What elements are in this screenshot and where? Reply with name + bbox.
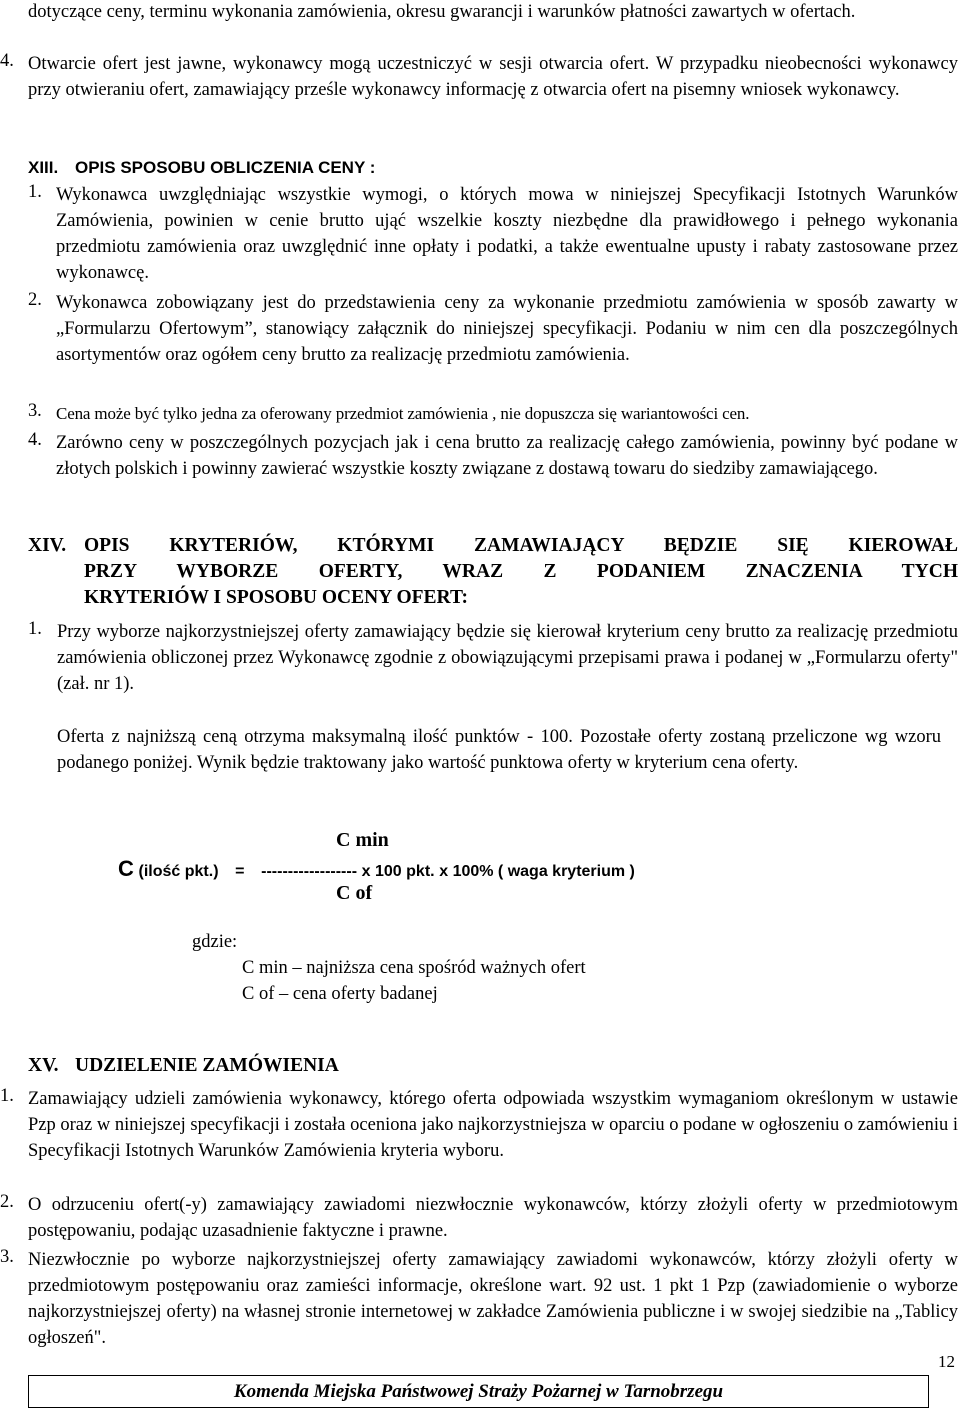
- xiii-item-2: [28, 290, 958, 394]
- formula-where-label: gdzie:: [192, 932, 238, 952]
- list-text: Wykonawca uwzględniając wszystkie wymogi, o których mowa w niniejszej Specyfikacji Istotnych Warunków Zamówienia, powinien w cenie brutto ująć wszelkie koszty niezbędne dla prawidłowego i pełnego wykonania przedmiotu zamówienia oraz uwzględnić inne opłaty i podatki, a także ewentualne upusty i rabaty zastosowane przez wykonawcę.: [56, 185, 958, 283]
- xiii-item-4: [28, 430, 958, 508]
- page-footer: [28, 1375, 929, 1408]
- xv-item-2: [0, 1192, 958, 1244]
- list-number: 4.: [28, 430, 42, 450]
- section-xiv-heading: [28, 533, 958, 613]
- section-title: UDZIELENIE ZAMÓWIENIA: [75, 1055, 339, 1076]
- section-xv-heading: [28, 1053, 958, 1079]
- formula-denominator: C of: [336, 882, 373, 904]
- list-text: Niezwłocznie po wyborze najkorzystniejszej oferty zamawiający zawiadomi wykonawców, którzy złożyli oferty w przedmiotowym postępowaniu oraz zamieści informacje, określone wart. 92 ust. 1 pkt 1 Pzp (zawiadomienie o wyborze najkorzystniejszej oferty) na własnej stronie internetowej w zakładce Zamówienia publiczne i w swojej siedzibie na „Tablicy ogłoszeń".: [28, 1250, 958, 1348]
- xiv-item-1: [28, 619, 958, 697]
- intro-continuation: dotyczące ceny, terminu wykonania zamówienia, okresu gwarancji i warunków płatności zawartych w ofertach.: [28, 2, 856, 22]
- list-text: Cena może być tylko jedna za oferowany przedmiot zamówienia , nie dopuszcza się wariantowości cen.: [56, 404, 750, 423]
- scoring-paragraph: Oferta z najniższą ceną otrzyma maksymalną ilość punktów - 100. Pozostałe oferty zostaną przeliczone wg wzoru podanego poniżej. Wynik będzie traktowany jako wartość punktowa oferty w kryterium cena oferty.: [57, 727, 941, 773]
- section-number: XIII.: [28, 158, 59, 177]
- list-number: 1.: [28, 619, 42, 639]
- page-number: 12: [938, 1352, 955, 1371]
- formula-lhs: (ilość pkt.): [138, 863, 219, 880]
- section-title: OPIS SPOSOBU OBLICZENIA CENY :: [75, 158, 376, 177]
- formula-line: [118, 856, 635, 882]
- list-text: O odrzuceniu ofert(-y) zamawiający zawiadomi niezwłocznie wykonawców, którzy złożyli oferty w przedmiotowym postępowaniu, podając uzasadnienie faktyczne i prawne.: [28, 1195, 958, 1241]
- formula-numerator: C min: [336, 829, 389, 851]
- list-text: Przy wyborze najkorzystniejszej oferty zamawiający będzie się kierował kryterium ceny brutto za realizację przedmiotu zamówienia obliczonej przez Wykonawcę zgodnie z obowiązującymi przepisami prawa i podanej w „Formularzu oferty" (zał. nr 1).: [57, 622, 958, 694]
- list-text: Wykonawca zobowiązany jest do przedstawienia ceny za wykonanie przedmiotu zamówienia w sposób zawarty w „Formularzu Ofertowym”, stanowiący załącznik do niniejszej specyfikacji. Podaniu w nim cen dla poszczególnych asortymentów oraz ogółem ceny brutto za realizację przedmiotu zamówienia.: [56, 293, 958, 365]
- xiii-item-1: [28, 182, 958, 286]
- section-title-line-1: OPIS KRYTERIÓW, KTÓRYMI ZAMAWIAJĄCY BĘDZIE SIĘ KIEROWAŁ: [84, 535, 958, 556]
- list-number: 4.: [0, 51, 14, 71]
- section-title-line-2: PRZY WYBORZE OFERTY, WRAZ Z PODANIEM ZNACZENIA TYCH: [84, 561, 958, 582]
- list-number: 2.: [0, 1192, 14, 1212]
- footer-text: Komenda Miejska Państwowej Straży Pożarnej w Tarnobrzegu: [233, 1380, 724, 1402]
- formula-definition-cof: C of – cena oferty badanej: [242, 984, 438, 1004]
- section-xiii-heading: [28, 155, 958, 181]
- list-number: 1.: [28, 182, 42, 202]
- formula-definition-cmin: C min – najniższa cena spośród ważnych ofert: [242, 958, 586, 978]
- xv-item-3: [0, 1247, 958, 1351]
- list-text: Otwarcie ofert jest jawne, wykonawcy mogą uczestniczyć w sesji otwarcia ofert. W przypadku nieobecności wykonawcy przy otwieraniu ofert, zamawiający prześle wykonawcy informację z otwarcia ofert na pisemny wniosek wykonawcy.: [28, 54, 958, 100]
- formula-weight: x 100% ( waga kryterium ): [439, 863, 635, 880]
- intro-item-4: [0, 51, 958, 129]
- list-number: 2.: [28, 290, 42, 310]
- xv-item-1: [0, 1086, 958, 1190]
- formula-equals: =: [235, 863, 245, 880]
- section-number: XV.: [28, 1055, 59, 1076]
- list-text: Zamawiający udzieli zamówienia wykonawcy, którego oferta odpowiada wszystkim wymaganiom określonym w ustawie Pzp oraz w niniejszej specyfikacji i została oceniona jako najkorzystniejsza w oparciu o podane w ogłoszeniu o zamówieniu i Specyfikacji Istotnych Warunków Zamówienia kryteria wyboru.: [28, 1089, 958, 1161]
- list-number: 3.: [28, 401, 42, 421]
- list-text: Zarówno ceny w poszczególnych pozycjach jak i cena brutto za realizację całego zamówienia, powinny być podane w złotych polskich i powinny zawierać wszystkie koszty związane z dostawą towaru do siedziby zamawiającego.: [56, 433, 958, 479]
- list-number: 1.: [0, 1086, 14, 1106]
- xiii-item-3: [28, 401, 958, 427]
- section-number: XIV.: [28, 535, 67, 556]
- formula-fraction-bar: ------------------: [261, 863, 358, 880]
- section-title-line-3: KRYTERIÓW I SPOSOBU OCENY OFERT:: [84, 587, 468, 608]
- formula-multiplier: x 100 pkt.: [361, 863, 435, 880]
- formula-c-letter: C: [118, 856, 134, 881]
- list-number: 3.: [0, 1247, 14, 1267]
